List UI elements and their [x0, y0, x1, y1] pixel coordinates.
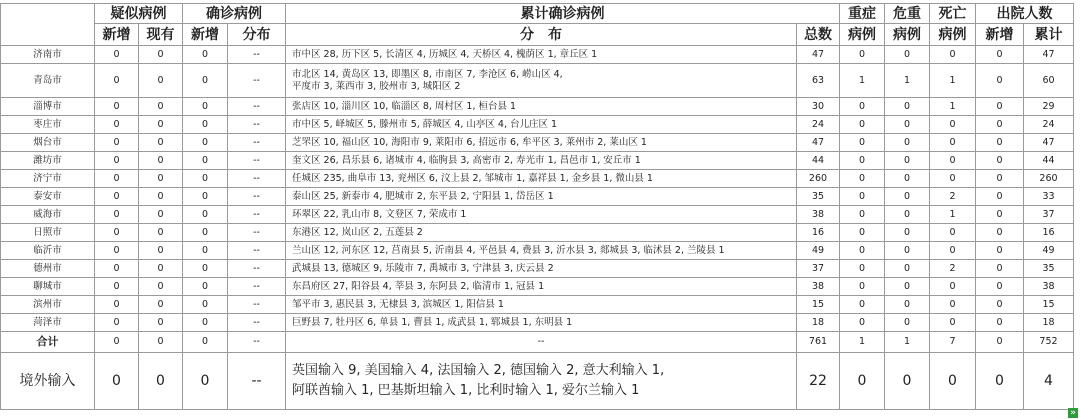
suspected-new: 0: [95, 134, 139, 152]
district-line: 巨野县 7, 牡丹区 6, 单县 1, 曹县 1, 成武县 1, 郓城县 1, 东明县 1: [292, 316, 573, 328]
suspected-current: 0: [139, 134, 183, 152]
district-line: 市中区 5, 峄城区 5, 滕州市 5, 薛城区 4, 山亭区 4, 台儿庄区 1: [292, 118, 558, 130]
suspected-new: 0: [95, 260, 139, 278]
suspected-new: 0: [95, 46, 139, 64]
district-line: 泰山区 25, 新泰市 4, 肥城市 2, 东平县 2, 宁阳县 1, 岱岳区 1: [292, 190, 554, 202]
header-discharged: 出院人数: [976, 4, 1074, 24]
header-death-cases: 病例: [930, 24, 976, 46]
critical-count: 0: [885, 242, 930, 260]
table-row: [1, 134, 1074, 152]
critical-count: 0: [885, 134, 930, 152]
total-count: 38: [797, 278, 840, 296]
confirmed-distribution: --: [228, 98, 286, 116]
death-count: 0: [930, 224, 976, 242]
suspected-new: 0: [95, 152, 139, 170]
table-row: [1, 170, 1074, 188]
suspected-new: 0: [95, 332, 139, 353]
suspected-current: 0: [139, 170, 183, 188]
suspected-new: 0: [95, 242, 139, 260]
header-critical-cases: 病例: [885, 24, 930, 46]
suspected-current: 0: [139, 152, 183, 170]
confirmed-distribution: --: [228, 64, 286, 98]
confirmed-new: 0: [183, 134, 228, 152]
total-count: 260: [797, 170, 840, 188]
district-distribution: [286, 224, 797, 242]
district-distribution: [286, 46, 797, 64]
discharged-new: 0: [976, 224, 1024, 242]
discharged-total: 47: [1024, 134, 1074, 152]
district-distribution: [286, 206, 797, 224]
discharged-total: 16: [1024, 224, 1074, 242]
severe-count: 1: [840, 64, 885, 98]
confirmed-distribution: --: [228, 152, 286, 170]
death-count: 0: [930, 242, 976, 260]
severe-count: 0: [840, 296, 885, 314]
discharged-new: 0: [976, 278, 1024, 296]
death-count: 0: [930, 134, 976, 152]
table-row: [1, 64, 1074, 98]
table-row: [1, 188, 1074, 206]
header-death: 死亡: [930, 4, 976, 24]
suspected-current: 0: [139, 46, 183, 64]
district-line: 芝罘区 10, 福山区 10, 海阳市 9, 莱阳市 6, 招远市 6, 牟平区 3, 莱州市 2, 莱山区 1: [292, 136, 647, 148]
suspected-new: 0: [95, 116, 139, 134]
discharged-total: 35: [1024, 260, 1074, 278]
discharged-new: 0: [976, 170, 1024, 188]
header-discharged-new: 新增: [976, 24, 1024, 46]
district-distribution: [286, 242, 797, 260]
total-count: 35: [797, 188, 840, 206]
severe-count: 0: [840, 278, 885, 296]
death-count: 0: [930, 46, 976, 64]
district-line: 张店区 10, 淄川区 10, 临淄区 8, 周村区 1, 桓台县 1: [292, 100, 517, 112]
suspected-current: 0: [139, 242, 183, 260]
suspected-current: 0: [139, 206, 183, 224]
suspected-current: 0: [139, 296, 183, 314]
district-line: 兰山区 12, 河东区 12, 莒南县 5, 沂南县 4, 平邑县 4, 费县 3, 沂水县 3, 郯城县 3, 临沭县 2, 兰陵县 1: [292, 244, 725, 256]
header-discharged-total: 累计: [1024, 24, 1074, 46]
death-count: 0: [930, 296, 976, 314]
discharged-total: 260: [1024, 170, 1074, 188]
confirmed-new: 0: [183, 152, 228, 170]
total-count: 49: [797, 242, 840, 260]
expand-icon[interactable]: »: [1068, 408, 1078, 418]
table-row: [1, 242, 1074, 260]
suspected-new: 0: [95, 224, 139, 242]
total-count: 15: [797, 296, 840, 314]
discharged-total: 29: [1024, 98, 1074, 116]
critical-count: 0: [885, 152, 930, 170]
suspected-new: 0: [95, 64, 139, 98]
critical-count: 0: [885, 353, 930, 410]
discharged-total: 47: [1024, 46, 1074, 64]
total-count: 37: [797, 260, 840, 278]
severe-count: 0: [840, 260, 885, 278]
discharged-new: 0: [976, 296, 1024, 314]
table-row: [1, 116, 1074, 134]
city-name: 济南市: [1, 46, 95, 64]
confirmed-distribution: --: [228, 134, 286, 152]
total-row: [1, 332, 1074, 353]
header-severe: 重症: [840, 4, 885, 24]
discharged-new: 0: [976, 64, 1024, 98]
district-distribution: --: [286, 332, 797, 353]
confirmed-distribution: --: [228, 314, 286, 332]
suspected-new: 0: [95, 188, 139, 206]
severe-count: 0: [840, 353, 885, 410]
foreign-distribution: [286, 353, 797, 410]
death-count: 1: [930, 64, 976, 98]
district-line: 奎文区 26, 昌乐县 6, 诸城市 4, 临朐县 3, 高密市 2, 寿光市 1, 昌邑市 1, 安丘市 1: [292, 154, 641, 166]
table-row: [1, 260, 1074, 278]
total-count: 47: [797, 134, 840, 152]
discharged-total: 49: [1024, 242, 1074, 260]
header-severe-cases: 病例: [840, 24, 885, 46]
table-row: [1, 314, 1074, 332]
critical-count: 0: [885, 98, 930, 116]
critical-count: 0: [885, 260, 930, 278]
district-distribution: [286, 260, 797, 278]
critical-count: 1: [885, 332, 930, 353]
death-count: 0: [930, 353, 976, 410]
city-name: 聊城市: [1, 278, 95, 296]
death-count: 0: [930, 116, 976, 134]
total-count: 38: [797, 206, 840, 224]
suspected-new: 0: [95, 170, 139, 188]
confirmed-distribution: --: [228, 242, 286, 260]
city-name: 泰安市: [1, 188, 95, 206]
district-line: 市中区 28, 历下区 5, 长清区 4, 历城区 4, 天桥区 4, 槐荫区 1, 章丘区 1: [292, 48, 598, 60]
critical-count: 0: [885, 278, 930, 296]
confirmed-new: 0: [183, 170, 228, 188]
total-count: 18: [797, 314, 840, 332]
suspected-new: 0: [95, 314, 139, 332]
discharged-total: 33: [1024, 188, 1074, 206]
critical-count: 1: [885, 64, 930, 98]
discharged-new: 0: [976, 332, 1024, 353]
confirmed-new: 0: [183, 98, 228, 116]
suspected-current: 0: [139, 260, 183, 278]
table-row: [1, 98, 1074, 116]
severe-count: 0: [840, 116, 885, 134]
discharged-new: 0: [976, 206, 1024, 224]
confirmed-new: 0: [183, 242, 228, 260]
district-distribution: [286, 278, 797, 296]
district-line: 平度市 3, 莱西市 3, 胶州市 3, 城阳区 2: [292, 80, 461, 92]
total-count: 24: [797, 116, 840, 134]
district-line: 市北区 14, 黄岛区 13, 即墨区 8, 市南区 7, 李沧区 6, 崂山区 4,: [292, 68, 563, 80]
header-suspected-new: 新增: [95, 24, 139, 46]
confirmed-distribution: --: [228, 224, 286, 242]
critical-count: 0: [885, 224, 930, 242]
district-distribution: [286, 296, 797, 314]
suspected-new: 0: [95, 206, 139, 224]
severe-count: 0: [840, 98, 885, 116]
city-name: 济宁市: [1, 170, 95, 188]
city-name: 菏泽市: [1, 314, 95, 332]
district-line: 环翠区 22, 乳山市 8, 文登区 7, 荣成市 1: [292, 208, 467, 220]
critical-count: 0: [885, 314, 930, 332]
death-count: 2: [930, 260, 976, 278]
discharged-total: 4: [1024, 353, 1074, 410]
suspected-current: 0: [139, 188, 183, 206]
foreign-label: 境外输入: [1, 353, 95, 410]
confirmed-distribution: --: [228, 116, 286, 134]
total-count: 22: [797, 353, 840, 410]
distribution-line: 英国输入 9, 美国输入 4, 法国输入 2, 德国输入 2, 意大利输入 1,: [292, 363, 665, 378]
district-distribution: [286, 170, 797, 188]
critical-count: 0: [885, 170, 930, 188]
suspected-new: 0: [95, 353, 139, 410]
discharged-new: 0: [976, 353, 1024, 410]
header-cumulative: 累计确诊病例: [286, 4, 840, 24]
critical-count: 0: [885, 116, 930, 134]
confirmed-distribution: --: [228, 278, 286, 296]
district-line: 邹平市 3, 惠民县 3, 无棣县 3, 滨城区 1, 阳信县 1: [292, 298, 504, 310]
table-row: [1, 46, 1074, 64]
confirmed-new: 0: [183, 116, 228, 134]
confirmed-distribution: --: [228, 206, 286, 224]
district-distribution: [286, 134, 797, 152]
discharged-new: 0: [976, 314, 1024, 332]
suspected-current: 0: [139, 224, 183, 242]
confirmed-distribution: --: [228, 46, 286, 64]
severe-count: 0: [840, 314, 885, 332]
total-count: 761: [797, 332, 840, 353]
severe-count: 0: [840, 46, 885, 64]
district-distribution: [286, 64, 797, 98]
header-critical: 危重: [885, 4, 930, 24]
discharged-new: 0: [976, 242, 1024, 260]
discharged-new: 0: [976, 188, 1024, 206]
total-count: 47: [797, 46, 840, 64]
header-confirmed: 确诊病例: [183, 4, 286, 24]
total-label: 合计: [1, 332, 95, 353]
header-total: 总数: [797, 24, 840, 46]
district-line: 任城区 235, 曲阜市 13, 兖州区 6, 汶上县 2, 邹城市 1, 嘉祥县 1, 金乡县 1, 微山县 1: [292, 172, 653, 184]
severe-count: 0: [840, 152, 885, 170]
death-count: 7: [930, 332, 976, 353]
covid-stats-table: [0, 3, 1074, 410]
discharged-total: 37: [1024, 206, 1074, 224]
suspected-current: 0: [139, 314, 183, 332]
confirmed-distribution: --: [228, 260, 286, 278]
confirmed-new: 0: [183, 278, 228, 296]
city-name: 滨州市: [1, 296, 95, 314]
discharged-new: 0: [976, 116, 1024, 134]
discharged-total: 60: [1024, 64, 1074, 98]
confirmed-distribution: --: [228, 353, 286, 410]
distribution-line: 阿联酋输入 1, 巴基斯坦输入 1, 比利时输入 1, 爱尔兰输入 1: [292, 383, 640, 398]
death-count: 0: [930, 170, 976, 188]
suspected-current: 0: [139, 64, 183, 98]
confirmed-distribution: --: [228, 188, 286, 206]
confirmed-new: 0: [183, 332, 228, 353]
discharged-total: 752: [1024, 332, 1074, 353]
suspected-new: 0: [95, 98, 139, 116]
suspected-current: 0: [139, 278, 183, 296]
discharged-total: 15: [1024, 296, 1074, 314]
critical-count: 0: [885, 46, 930, 64]
discharged-new: 0: [976, 98, 1024, 116]
header-suspected: 疑似病例: [95, 4, 183, 24]
district-line: 东昌府区 27, 阳谷县 4, 莘县 3, 东阿县 2, 临清市 1, 冠县 1: [292, 280, 545, 292]
header-suspected-current: 现有: [139, 24, 183, 46]
total-count: 16: [797, 224, 840, 242]
confirmed-new: 0: [183, 188, 228, 206]
confirmed-new: 0: [183, 64, 228, 98]
confirmed-new: 0: [183, 224, 228, 242]
header-confirmed-distribution: 分布: [228, 24, 286, 46]
total-count: 30: [797, 98, 840, 116]
critical-count: 0: [885, 296, 930, 314]
table-row: [1, 206, 1074, 224]
severe-count: 0: [840, 134, 885, 152]
header-distribution: 分 布: [286, 24, 797, 46]
city-name: 临沂市: [1, 242, 95, 260]
suspected-current: 0: [139, 116, 183, 134]
city-name: 烟台市: [1, 134, 95, 152]
death-count: 0: [930, 152, 976, 170]
city-name: 威海市: [1, 206, 95, 224]
total-count: 63: [797, 64, 840, 98]
city-name: 淄博市: [1, 98, 95, 116]
table-row: [1, 296, 1074, 314]
discharged-total: 38: [1024, 278, 1074, 296]
table-row: [1, 152, 1074, 170]
discharged-new: 0: [976, 46, 1024, 64]
discharged-total: 44: [1024, 152, 1074, 170]
critical-count: 0: [885, 188, 930, 206]
suspected-current: 0: [139, 353, 183, 410]
city-name: 德州市: [1, 260, 95, 278]
confirmed-new: 0: [183, 353, 228, 410]
confirmed-new: 0: [183, 206, 228, 224]
severe-count: 0: [840, 224, 885, 242]
district-distribution: [286, 98, 797, 116]
severe-count: 0: [840, 170, 885, 188]
district-distribution: [286, 188, 797, 206]
severe-count: 0: [840, 206, 885, 224]
discharged-new: 0: [976, 134, 1024, 152]
discharged-new: 0: [976, 152, 1024, 170]
critical-count: 0: [885, 206, 930, 224]
confirmed-new: 0: [183, 260, 228, 278]
corner-header-cell: [1, 4, 95, 46]
suspected-new: 0: [95, 296, 139, 314]
death-count: 1: [930, 98, 976, 116]
death-count: 2: [930, 188, 976, 206]
confirmed-new: 0: [183, 314, 228, 332]
suspected-current: 0: [139, 98, 183, 116]
confirmed-distribution: --: [228, 170, 286, 188]
district-line: 东港区 12, 岚山区 2, 五莲县 2: [292, 226, 423, 238]
suspected-new: 0: [95, 278, 139, 296]
discharged-total: 24: [1024, 116, 1074, 134]
city-name: 青岛市: [1, 64, 95, 98]
district-distribution: [286, 152, 797, 170]
foreign-input-row: [1, 353, 1074, 410]
severe-count: 1: [840, 332, 885, 353]
table-row: [1, 224, 1074, 242]
district-line: 武城县 13, 德城区 9, 乐陵市 7, 禹城市 3, 宁津县 3, 庆云县 2: [292, 262, 554, 274]
death-count: 0: [930, 278, 976, 296]
city-name: 潍坊市: [1, 152, 95, 170]
discharged-total: 18: [1024, 314, 1074, 332]
total-count: 44: [797, 152, 840, 170]
severe-count: 0: [840, 188, 885, 206]
confirmed-new: 0: [183, 296, 228, 314]
confirmed-new: 0: [183, 46, 228, 64]
confirmed-distribution: --: [228, 332, 286, 353]
discharged-new: 0: [976, 260, 1024, 278]
district-distribution: [286, 116, 797, 134]
header-confirmed-new: 新增: [183, 24, 228, 46]
death-count: 0: [930, 314, 976, 332]
city-name: 日照市: [1, 224, 95, 242]
table-row: [1, 278, 1074, 296]
confirmed-distribution: --: [228, 296, 286, 314]
suspected-current: 0: [139, 332, 183, 353]
city-name: 枣庄市: [1, 116, 95, 134]
severe-count: 0: [840, 242, 885, 260]
death-count: 1: [930, 206, 976, 224]
district-distribution: [286, 314, 797, 332]
